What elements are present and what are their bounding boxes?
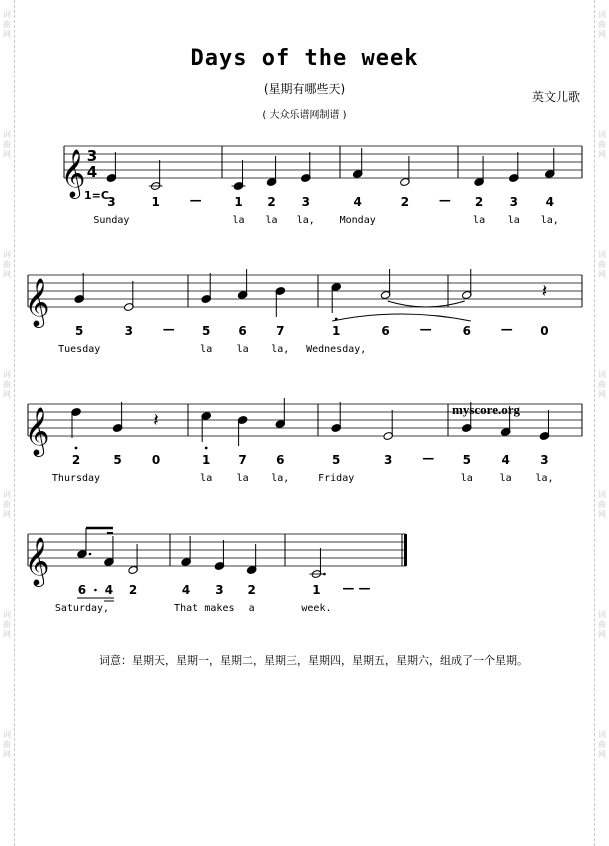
watermark-glyph: 曲 bbox=[598, 500, 606, 509]
time-signature-bottom: 4 bbox=[86, 163, 98, 181]
watermark-glyph: 曲 bbox=[598, 380, 606, 389]
lyric-word: la bbox=[200, 344, 213, 355]
watermark-glyph: 网 bbox=[3, 630, 11, 639]
lyric-word: Monday bbox=[339, 215, 376, 226]
jianpu-number: 5 bbox=[113, 453, 122, 467]
lyric-word: la bbox=[200, 473, 213, 484]
watermark-glyph: 词 bbox=[3, 730, 11, 739]
jianpu-dot bbox=[94, 589, 97, 592]
lyric-word: week. bbox=[301, 603, 332, 614]
watermark-glyph: 曲 bbox=[3, 500, 11, 509]
watermark-glyph: 词 bbox=[3, 130, 11, 139]
lyric-meaning: 词意：星期天，星期一，星期二，星期三，星期四，星期五，星期六，组成了一个星期。 bbox=[99, 654, 528, 667]
watermark-glyph: 曲 bbox=[598, 140, 606, 149]
watermark-glyph: 网 bbox=[598, 390, 606, 399]
treble-clef-icon: 𝄞 bbox=[24, 277, 50, 326]
jianpu-number: 3 bbox=[301, 195, 310, 209]
lyric-word: la bbox=[265, 215, 278, 226]
watermark-glyph: 词 bbox=[598, 490, 606, 499]
jianpu-number: 6 bbox=[276, 453, 285, 467]
jianpu-number: 2 bbox=[247, 583, 256, 597]
jianpu-number: 1 bbox=[234, 195, 243, 209]
jianpu-number: 4 bbox=[501, 453, 510, 467]
lyric-word: la bbox=[236, 473, 249, 484]
tie bbox=[388, 301, 465, 307]
jianpu-number: 0 bbox=[540, 324, 549, 338]
watermark-glyph: 词 bbox=[3, 250, 11, 259]
watermark-glyph: 曲 bbox=[3, 380, 11, 389]
site-watermark: myscore.org bbox=[452, 402, 520, 417]
treble-clef-icon: 𝄞 bbox=[24, 406, 50, 455]
lyric-word: Friday bbox=[318, 473, 355, 484]
duration-dash: — bbox=[419, 322, 432, 336]
watermark-glyph: 网 bbox=[598, 630, 606, 639]
lyric-word: a bbox=[248, 603, 255, 614]
watermark-glyph: 词 bbox=[3, 10, 11, 19]
jianpu-number: 5 bbox=[462, 453, 471, 467]
key-label: 1=C bbox=[84, 189, 109, 202]
jianpu-number: 3 bbox=[107, 195, 116, 209]
watermark-glyph: 曲 bbox=[3, 740, 11, 749]
lyric-word: That bbox=[174, 603, 199, 614]
jianpu-number: 1 bbox=[202, 453, 211, 467]
jianpu-number: 3 bbox=[384, 453, 393, 467]
watermark-glyph: 曲 bbox=[598, 260, 606, 269]
watermark-glyph: 词 bbox=[598, 730, 606, 739]
watermark-glyph: 网 bbox=[3, 390, 11, 399]
watermark-glyph: 网 bbox=[598, 270, 606, 279]
lyric-word: Sunday bbox=[93, 215, 130, 226]
lyric-word: la, bbox=[540, 215, 559, 226]
duration-dash: — bbox=[189, 193, 202, 207]
jianpu-slur bbox=[332, 314, 471, 321]
watermark-glyph: 网 bbox=[598, 750, 606, 759]
treble-clef-icon: 𝄞 bbox=[60, 148, 86, 197]
lyric-word: la bbox=[507, 215, 520, 226]
final-barline bbox=[404, 534, 407, 566]
jianpu-number: 7 bbox=[276, 324, 285, 338]
jianpu-number: 4 bbox=[545, 195, 554, 209]
watermark-glyph: 词 bbox=[598, 370, 606, 379]
lyric-word: la, bbox=[271, 473, 290, 484]
jianpu-number: 6 bbox=[77, 583, 87, 597]
jianpu-number: 3 bbox=[124, 324, 133, 338]
jianpu-number: 6 bbox=[238, 324, 247, 338]
transcription-credit: ( 大众乐谱网制谱 ) bbox=[262, 110, 347, 121]
jianpu-number: 1 bbox=[312, 583, 321, 597]
jianpu-number: 2 bbox=[267, 195, 276, 209]
watermark-glyph: 词 bbox=[598, 610, 606, 619]
treble-clef-icon: 𝄞 bbox=[24, 536, 50, 585]
jianpu-number: 1 bbox=[151, 195, 160, 209]
jianpu-number: 5 bbox=[332, 453, 341, 467]
lyric-word: makes bbox=[204, 603, 235, 614]
jianpu-number: 2 bbox=[400, 195, 410, 209]
watermark-glyph: 网 bbox=[598, 510, 606, 519]
jianpu-number: 4 bbox=[104, 583, 114, 597]
genre-label: 英文儿歌 bbox=[532, 90, 581, 104]
watermark-glyph: 网 bbox=[3, 510, 11, 519]
watermark-glyph: 曲 bbox=[3, 260, 11, 269]
time-signature-top: 3 bbox=[86, 147, 98, 165]
watermark-glyph: 曲 bbox=[3, 20, 11, 29]
duration-dash: — bbox=[438, 193, 451, 207]
duration-dash: — — bbox=[342, 581, 371, 595]
lyric-word: la bbox=[236, 344, 249, 355]
lyric-word: la bbox=[460, 473, 473, 484]
jianpu-number: 2 bbox=[71, 453, 81, 467]
watermark-glyph: 曲 bbox=[598, 740, 606, 749]
watermark-glyph: 词 bbox=[3, 490, 11, 499]
lyric-word: la bbox=[499, 473, 512, 484]
jianpu-number: 3 bbox=[540, 453, 549, 467]
quarter-rest-icon: 𝄽 bbox=[541, 281, 548, 302]
jianpu-number: 5 bbox=[202, 324, 211, 338]
jianpu-number: 4 bbox=[181, 583, 191, 597]
lyric-word: Wednesday, bbox=[306, 344, 367, 355]
jianpu-number: 6 bbox=[462, 324, 471, 338]
duration-dash: — bbox=[162, 322, 175, 336]
watermark-glyph: 网 bbox=[3, 750, 11, 759]
watermark-glyph: 曲 bbox=[598, 20, 606, 29]
song-title: Days of the week bbox=[190, 46, 419, 71]
jianpu-number: 2 bbox=[128, 583, 138, 597]
octave-dot bbox=[205, 447, 208, 450]
quarter-rest-icon: 𝄽 bbox=[153, 410, 159, 431]
lyric-word: Tuesday bbox=[58, 344, 101, 355]
watermark-glyph: 网 bbox=[3, 30, 11, 39]
jianpu-number: 2 bbox=[474, 195, 484, 209]
augmentation-dot bbox=[323, 573, 326, 576]
jianpu-number: 0 bbox=[151, 453, 161, 467]
duration-dash: — bbox=[500, 322, 513, 336]
watermark-glyph: 词 bbox=[598, 250, 606, 259]
octave-dot bbox=[75, 447, 78, 450]
lyric-word: la, bbox=[271, 344, 290, 355]
watermark-glyph: 词 bbox=[598, 130, 606, 139]
jianpu-number: 6 bbox=[381, 324, 390, 338]
watermark-glyph: 词 bbox=[598, 10, 606, 19]
lyric-word: la, bbox=[535, 473, 554, 484]
watermark-glyph: 网 bbox=[598, 150, 606, 159]
jianpu-number: 7 bbox=[238, 453, 247, 467]
duration-dash: — bbox=[422, 451, 435, 465]
watermark-glyph: 词 bbox=[3, 370, 11, 379]
lyric-word: la bbox=[473, 215, 486, 226]
watermark-glyph: 曲 bbox=[3, 140, 11, 149]
lyric-word: la, bbox=[296, 215, 315, 226]
jianpu-number: 5 bbox=[75, 324, 84, 338]
watermark-glyph: 曲 bbox=[598, 620, 606, 629]
augmentation-dot bbox=[89, 553, 92, 556]
jianpu-number: 4 bbox=[353, 195, 362, 209]
watermark-glyph: 曲 bbox=[3, 620, 11, 629]
lyric-word: Saturday, bbox=[54, 603, 110, 614]
jianpu-number: 3 bbox=[509, 195, 518, 209]
lyric-word: la bbox=[232, 215, 245, 226]
watermark-glyph: 网 bbox=[598, 30, 606, 39]
lyric-word: Thursday bbox=[51, 473, 101, 484]
watermark-glyph: 网 bbox=[3, 270, 11, 279]
jianpu-number: 1 bbox=[332, 324, 341, 338]
song-subtitle: (星期有哪些天) bbox=[263, 82, 346, 96]
watermark-glyph: 词 bbox=[3, 610, 11, 619]
watermark-glyph: 网 bbox=[3, 150, 11, 159]
jianpu-number: 3 bbox=[215, 583, 224, 597]
